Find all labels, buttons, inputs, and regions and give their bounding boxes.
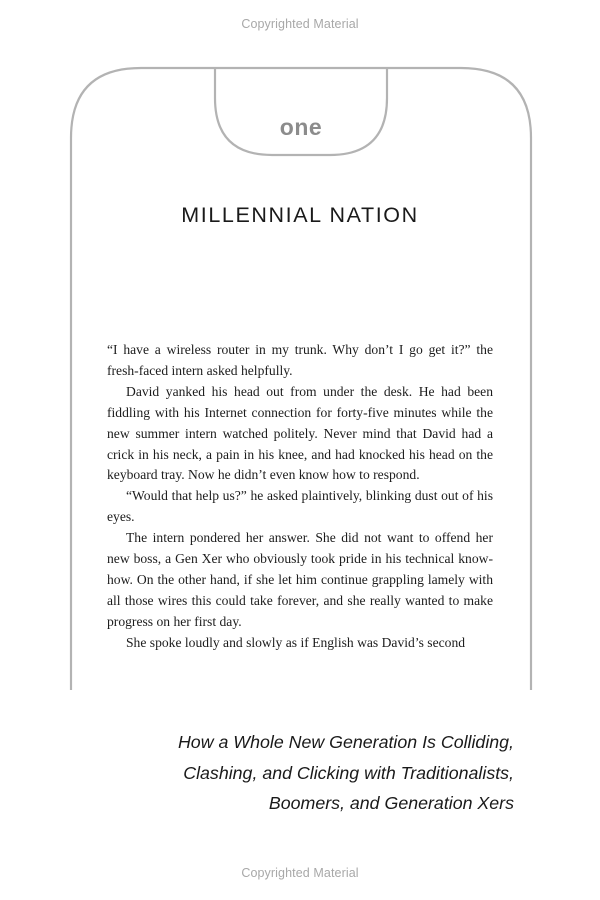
body-text [107,340,493,654]
paragraph: The intern pondered her answer. She did not want to offend her new boss, a Gen Xer who obviously took pride in his technical know-how. On the other hand, if she let him continue grappling lamely with all those wires this could take forever, and she really wanted to make progress on her first day. [107,530,493,629]
paragraph: She spoke loudly and slowly as if English was David’s second [126,634,466,650]
chapter-number: one [279,114,323,140]
copyright-watermark-bottom: Copyrighted Material [241,866,359,880]
book-subtitle [90,727,514,819]
subtitle-line: Boomers, and Generation Xers [268,793,514,813]
copyright-watermark-top: Copyrighted Material [241,17,359,31]
chapter-title: MILLENNIAL NATION [181,203,419,227]
paragraph: “I have a wireless router in my trunk. Why don’t I go get it?” the fresh-faced intern asked helpfully. [107,342,493,378]
paragraph: “Would that help us?” he asked plaintively, blinking dust out of his eyes. [107,488,493,525]
subtitle-line: How a Whole New Generation Is Colliding, [177,732,514,752]
paragraph: David yanked his head out from under the desk. He had been fiddling with his Internet connection for forty-five minutes while the new summer intern watched politely. Never mind that David had a crick in his neck, a pain in his knee, and had knocked his head on the keyboard tray. Now he didn’t even know how to respond. [107,383,493,483]
subtitle-line: Clashing, and Clicking with Traditionalists, [183,762,514,783]
